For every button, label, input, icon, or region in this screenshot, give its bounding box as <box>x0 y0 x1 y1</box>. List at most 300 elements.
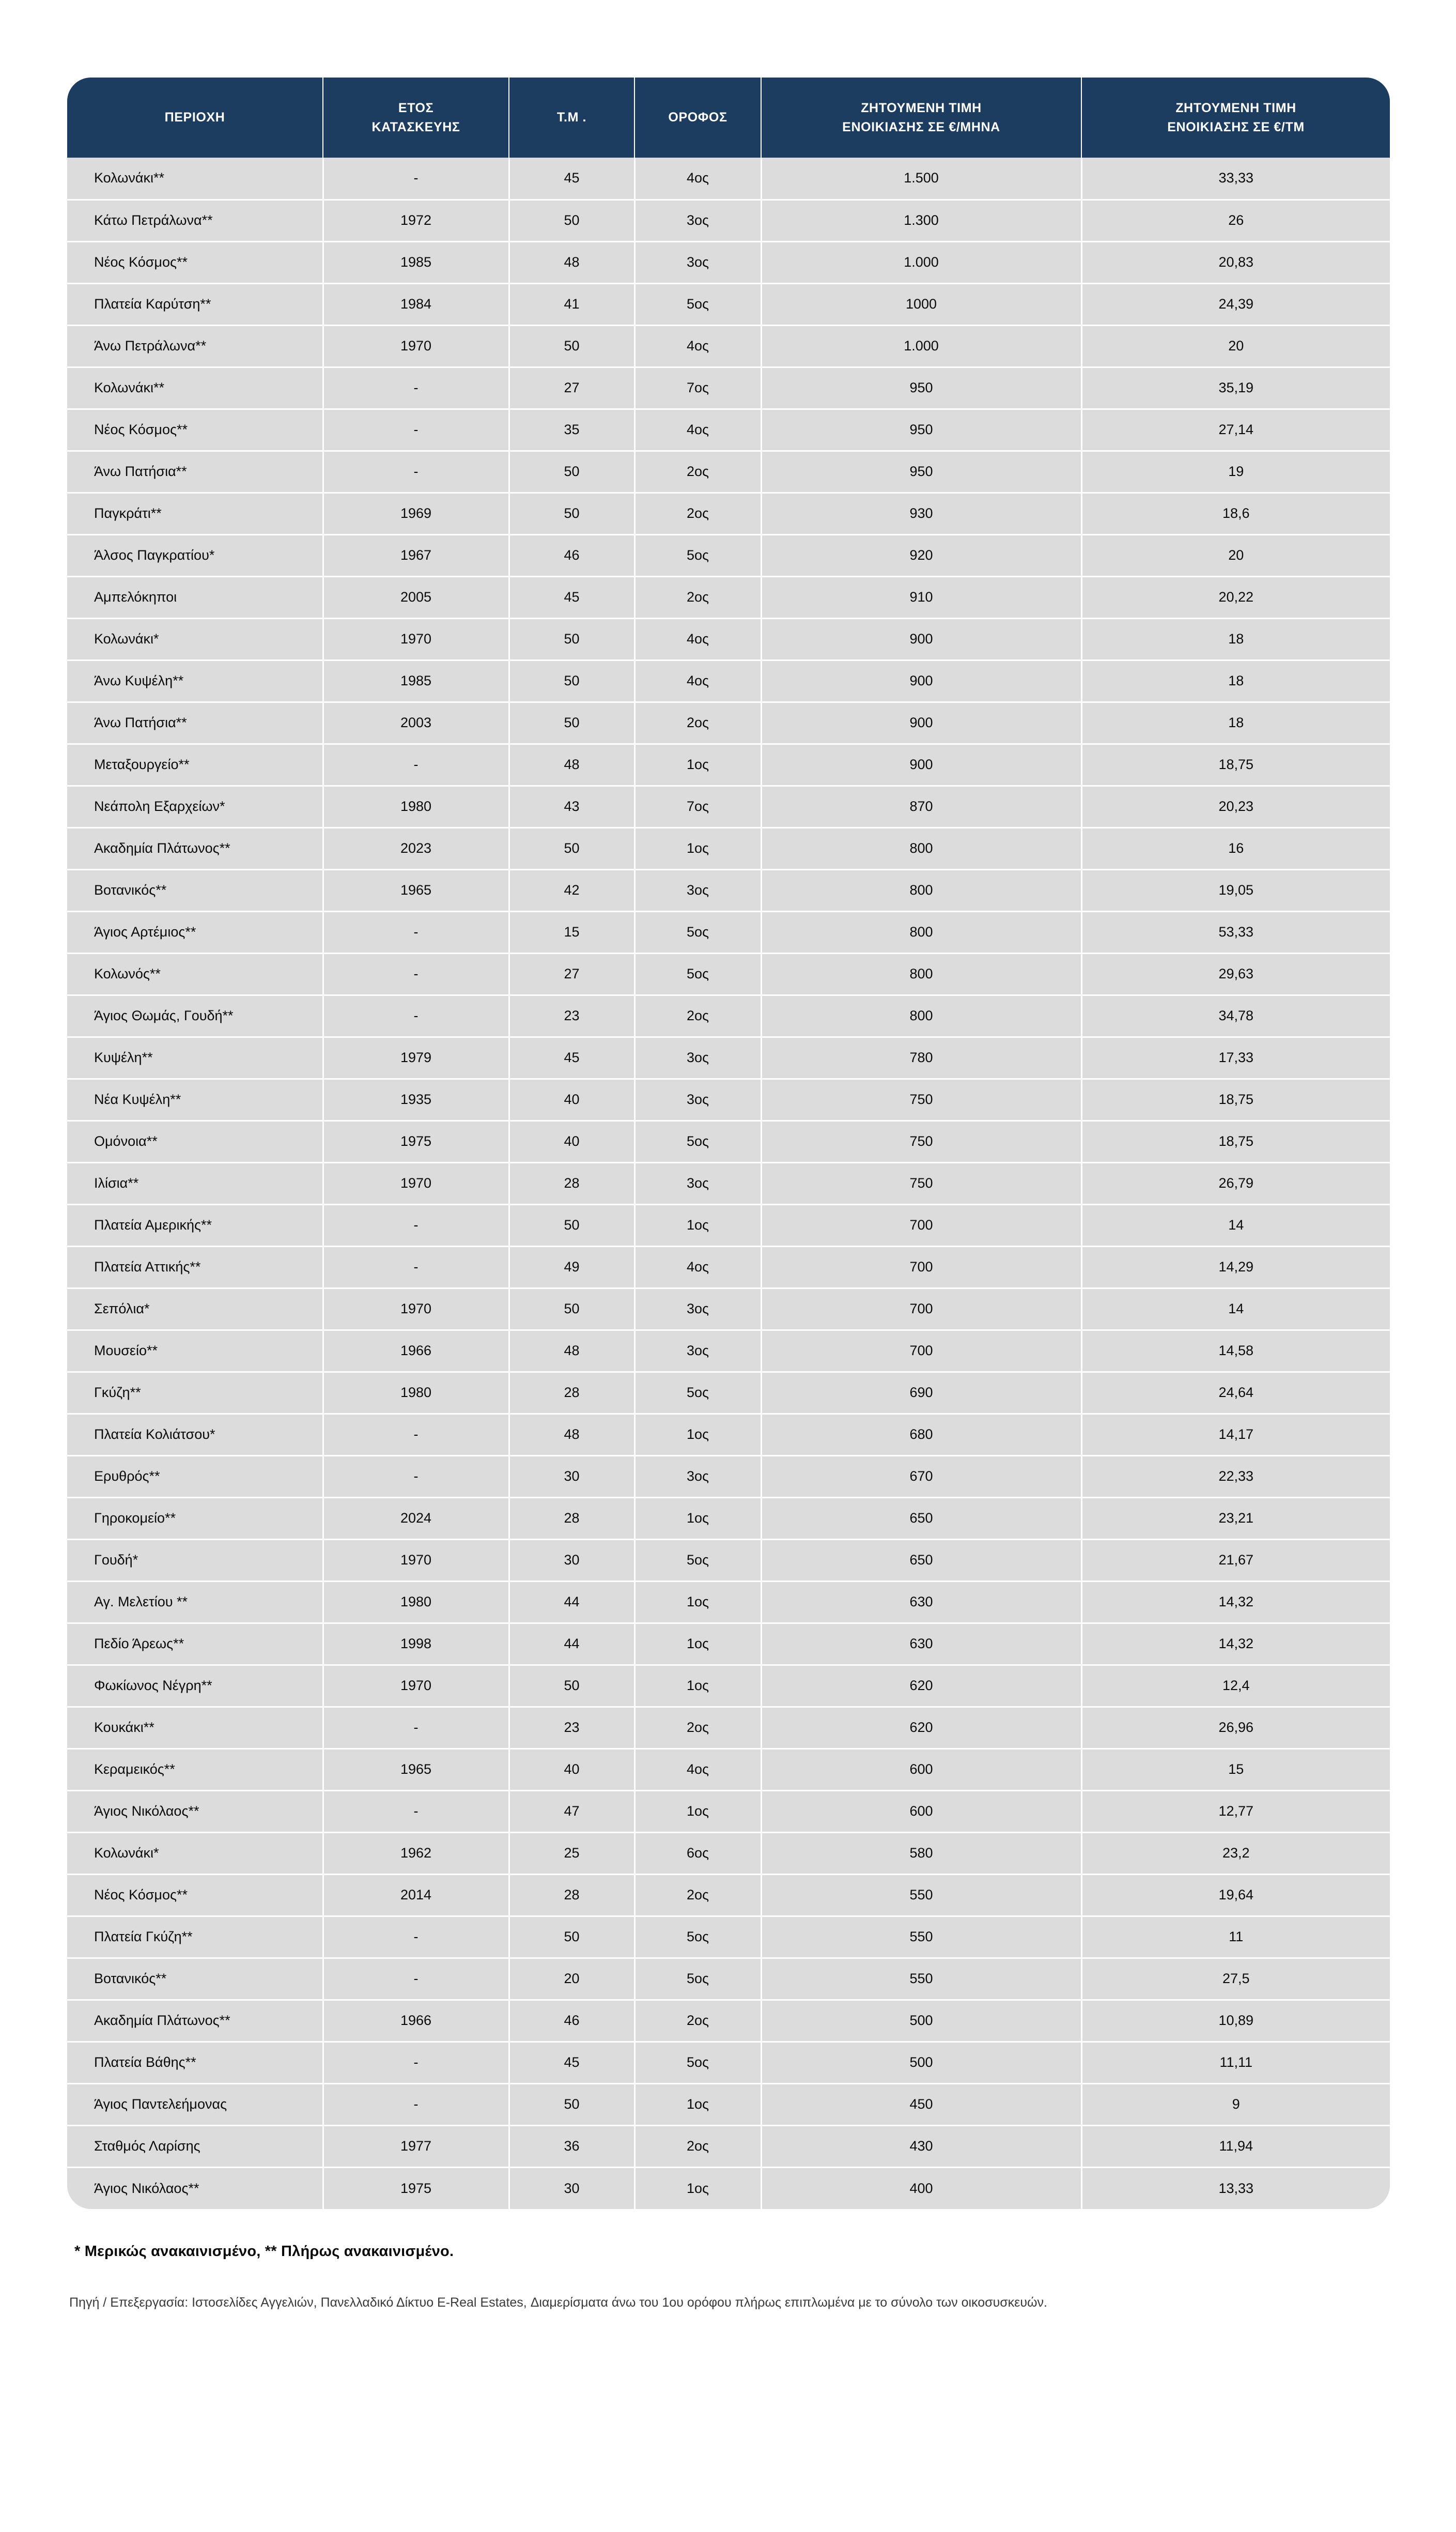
cell-area: Κολωνός** <box>67 953 323 995</box>
cell-area: Γκύζη** <box>67 1372 323 1414</box>
cell-month: 1000 <box>761 283 1081 325</box>
cell-sqm: 50 <box>509 2083 634 2125</box>
cell-sqm: 30 <box>509 1539 634 1581</box>
cell-floor: 4ος <box>634 660 761 702</box>
cell-area: Πλατεία Κολιάτσου* <box>67 1414 323 1455</box>
column-header-line: ΕΤΟΣ <box>398 101 434 116</box>
cell-floor: 2ος <box>634 1707 761 1748</box>
cell-sqm: 50 <box>509 451 634 493</box>
table-row[interactable] <box>67 2083 1390 2125</box>
cell-persqm: 26,96 <box>1081 1707 1390 1748</box>
cell-floor: 5ος <box>634 953 761 995</box>
table-row[interactable] <box>67 1079 1390 1121</box>
source-note: Πηγή / Επεξεργασία: Ιστοσελίδες Αγγελιών, Πανελλαδικό Δίκτυο E-Real Estates, Διαμερίσματα άνω του 1ου ορόφου πλήρως επιπλωμένα με το σύνολο των οικοσυσκευών. <box>69 2295 1047 2310</box>
cell-sqm: 36 <box>509 2125 634 2167</box>
column-header-month[interactable] <box>761 78 1081 158</box>
cell-year: 2014 <box>323 1874 509 1916</box>
cell-area: Άγιος Αρτέμιος** <box>67 911 323 953</box>
cell-month: 700 <box>761 1288 1081 1330</box>
table-row[interactable] <box>67 827 1390 869</box>
cell-year: 1962 <box>323 1832 509 1874</box>
cell-persqm: 29,63 <box>1081 953 1390 995</box>
cell-persqm: 53,33 <box>1081 911 1390 953</box>
table-row[interactable] <box>67 283 1390 325</box>
cell-persqm: 35,19 <box>1081 367 1390 409</box>
cell-month: 700 <box>761 1330 1081 1372</box>
table-row[interactable] <box>67 1414 1390 1455</box>
cell-floor: 2ος <box>634 995 761 1037</box>
table-row[interactable] <box>67 744 1390 786</box>
cell-floor: 4ος <box>634 618 761 660</box>
cell-month: 750 <box>761 1162 1081 1204</box>
column-header-floor[interactable] <box>634 78 761 158</box>
table-row[interactable] <box>67 1958 1390 2000</box>
cell-year: - <box>323 367 509 409</box>
table-body <box>67 158 1390 2209</box>
cell-floor: 1ος <box>634 1204 761 1246</box>
cell-month: 600 <box>761 1748 1081 1790</box>
cell-year: - <box>323 953 509 995</box>
table-row[interactable] <box>67 995 1390 1037</box>
cell-area: Νεάπολη Εξαρχείων* <box>67 786 323 827</box>
cell-persqm: 19 <box>1081 451 1390 493</box>
table-row[interactable] <box>67 1121 1390 1162</box>
cell-floor: 2ος <box>634 702 761 744</box>
cell-sqm: 49 <box>509 1246 634 1288</box>
cell-floor: 1ος <box>634 827 761 869</box>
cell-sqm: 48 <box>509 1414 634 1455</box>
table-row[interactable] <box>67 1665 1390 1707</box>
cell-sqm: 44 <box>509 1581 634 1623</box>
cell-floor: 3ος <box>634 1079 761 1121</box>
cell-area: Άγιος Θωμάς, Γουδή** <box>67 995 323 1037</box>
cell-persqm: 12,77 <box>1081 1790 1390 1832</box>
cell-floor: 4ος <box>634 325 761 367</box>
table-row[interactable] <box>67 2000 1390 2042</box>
cell-year: - <box>323 2042 509 2083</box>
cell-floor: 3ος <box>634 869 761 911</box>
cell-sqm: 50 <box>509 827 634 869</box>
cell-floor: 2ος <box>634 2125 761 2167</box>
cell-sqm: 45 <box>509 2042 634 2083</box>
cell-month: 630 <box>761 1623 1081 1665</box>
cell-area: Αγ. Μελετίου ** <box>67 1581 323 1623</box>
cell-persqm: 14 <box>1081 1288 1390 1330</box>
cell-persqm: 13,33 <box>1081 2167 1390 2209</box>
cell-area: Ακαδημία Πλάτωνος** <box>67 827 323 869</box>
cell-persqm: 20,83 <box>1081 241 1390 283</box>
cell-area: Άγιος Νικόλαος** <box>67 1790 323 1832</box>
cell-area: Σεπόλια* <box>67 1288 323 1330</box>
cell-persqm: 12,4 <box>1081 1665 1390 1707</box>
column-header-line: ΠΕΡΙΟΧΗ <box>164 110 225 125</box>
cell-floor: 2ος <box>634 451 761 493</box>
table-row[interactable] <box>67 325 1390 367</box>
cell-area: Αμπελόκηποι <box>67 576 323 618</box>
cell-month: 900 <box>761 618 1081 660</box>
cell-month: 910 <box>761 576 1081 618</box>
cell-year: 1965 <box>323 1748 509 1790</box>
cell-floor: 4ος <box>634 1748 761 1790</box>
cell-sqm: 40 <box>509 1748 634 1790</box>
cell-sqm: 50 <box>509 702 634 744</box>
cell-persqm: 33,33 <box>1081 158 1390 200</box>
cell-sqm: 45 <box>509 158 634 200</box>
cell-sqm: 44 <box>509 1623 634 1665</box>
rent-table-container <box>67 78 1390 2209</box>
cell-year: 1998 <box>323 1623 509 1665</box>
column-header-line: ΖΗΤΟΥΜΕΝΗ ΤΙΜΗ <box>861 101 982 116</box>
cell-month: 900 <box>761 660 1081 702</box>
cell-floor: 3ος <box>634 1330 761 1372</box>
column-header-area[interactable] <box>67 78 323 158</box>
table-row[interactable] <box>67 2125 1390 2167</box>
cell-sqm: 28 <box>509 1874 634 1916</box>
cell-floor: 1ος <box>634 1790 761 1832</box>
cell-area: Άνω Πατήσια** <box>67 451 323 493</box>
cell-month: 650 <box>761 1497 1081 1539</box>
table-row[interactable] <box>67 1832 1390 1874</box>
cell-persqm: 14 <box>1081 1204 1390 1246</box>
cell-floor: 4ος <box>634 158 761 200</box>
table-row[interactable] <box>67 1790 1390 1832</box>
table-row[interactable] <box>67 1455 1390 1497</box>
cell-area: Γουδή* <box>67 1539 323 1581</box>
cell-month: 900 <box>761 702 1081 744</box>
cell-persqm: 18,6 <box>1081 493 1390 534</box>
table-row[interactable] <box>67 660 1390 702</box>
cell-sqm: 28 <box>509 1372 634 1414</box>
cell-persqm: 19,05 <box>1081 869 1390 911</box>
cell-floor: 1ος <box>634 1497 761 1539</box>
cell-year: - <box>323 2083 509 2125</box>
table-row[interactable] <box>67 1372 1390 1414</box>
cell-area: Πλατεία Καρύτση** <box>67 283 323 325</box>
cell-sqm: 50 <box>509 200 634 241</box>
table-row[interactable] <box>67 451 1390 493</box>
cell-month: 1.500 <box>761 158 1081 200</box>
table-row[interactable] <box>67 1916 1390 1958</box>
cell-persqm: 11,94 <box>1081 2125 1390 2167</box>
cell-month: 1.000 <box>761 241 1081 283</box>
cell-floor: 3ος <box>634 1288 761 1330</box>
column-header-sqm[interactable] <box>509 78 634 158</box>
cell-persqm: 24,39 <box>1081 283 1390 325</box>
table-row[interactable] <box>67 1748 1390 1790</box>
column-header-line: ΕΝΟΙΚΙΑΣΗΣ ΣΕ €/ΤΜ <box>1167 119 1305 134</box>
cell-month: 550 <box>761 1958 1081 2000</box>
cell-area: Πλατεία Γκύζη** <box>67 1916 323 1958</box>
cell-area: Κολωνάκι* <box>67 618 323 660</box>
cell-sqm: 23 <box>509 1707 634 1748</box>
cell-sqm: 20 <box>509 1958 634 2000</box>
cell-persqm: 21,67 <box>1081 1539 1390 1581</box>
cell-sqm: 45 <box>509 1037 634 1079</box>
table-row[interactable] <box>67 953 1390 995</box>
cell-sqm: 42 <box>509 869 634 911</box>
cell-year: 1935 <box>323 1079 509 1121</box>
table-row[interactable] <box>67 869 1390 911</box>
cell-month: 550 <box>761 1916 1081 1958</box>
cell-floor: 4ος <box>634 409 761 451</box>
table-row[interactable] <box>67 493 1390 534</box>
cell-sqm: 41 <box>509 283 634 325</box>
cell-year: 1977 <box>323 2125 509 2167</box>
cell-year: - <box>323 1455 509 1497</box>
cell-persqm: 18,75 <box>1081 1121 1390 1162</box>
cell-floor: 3ος <box>634 200 761 241</box>
cell-floor: 1ος <box>634 2083 761 2125</box>
cell-year: - <box>323 451 509 493</box>
cell-month: 700 <box>761 1246 1081 1288</box>
cell-month: 800 <box>761 995 1081 1037</box>
cell-persqm: 34,78 <box>1081 995 1390 1037</box>
cell-persqm: 14,58 <box>1081 1330 1390 1372</box>
cell-floor: 6ος <box>634 1832 761 1874</box>
cell-floor: 2ος <box>634 576 761 618</box>
cell-month: 430 <box>761 2125 1081 2167</box>
cell-month: 950 <box>761 409 1081 451</box>
cell-month: 950 <box>761 367 1081 409</box>
cell-persqm: 11,11 <box>1081 2042 1390 2083</box>
table-row[interactable] <box>67 1288 1390 1330</box>
cell-month: 690 <box>761 1372 1081 1414</box>
cell-year: 1980 <box>323 786 509 827</box>
column-header-line: ΕΝΟΙΚΙΑΣΗΣ ΣΕ €/ΜΗΝΑ <box>842 119 1000 134</box>
cell-area: Κεραμεικός** <box>67 1748 323 1790</box>
cell-floor: 2ος <box>634 493 761 534</box>
cell-area: Κολωνάκι** <box>67 158 323 200</box>
cell-floor: 5ος <box>634 534 761 576</box>
cell-year: - <box>323 1414 509 1455</box>
cell-year: 1966 <box>323 1330 509 1372</box>
cell-sqm: 48 <box>509 744 634 786</box>
cell-area: Βοτανικός** <box>67 1958 323 2000</box>
table-row[interactable] <box>67 576 1390 618</box>
cell-floor: 2ος <box>634 1874 761 1916</box>
cell-year: 1985 <box>323 241 509 283</box>
cell-floor: 3ος <box>634 1455 761 1497</box>
cell-year: 1970 <box>323 1162 509 1204</box>
table-row[interactable] <box>67 534 1390 576</box>
cell-sqm: 47 <box>509 1790 634 1832</box>
cell-year: 2023 <box>323 827 509 869</box>
cell-floor: 5ος <box>634 1916 761 1958</box>
cell-month: 750 <box>761 1079 1081 1121</box>
cell-year: 1966 <box>323 2000 509 2042</box>
column-header-line: ΚΑΤΑΣΚΕΥΗΣ <box>371 119 460 134</box>
cell-sqm: 28 <box>509 1497 634 1539</box>
cell-floor: 1ος <box>634 2167 761 2209</box>
cell-sqm: 46 <box>509 2000 634 2042</box>
cell-sqm: 30 <box>509 2167 634 2209</box>
cell-year: 1970 <box>323 1539 509 1581</box>
cell-area: Κουκάκι** <box>67 1707 323 1748</box>
cell-persqm: 26 <box>1081 200 1390 241</box>
table-row[interactable] <box>67 618 1390 660</box>
cell-year: 1980 <box>323 1581 509 1623</box>
cell-area: Νέος Κόσμος** <box>67 241 323 283</box>
cell-sqm: 30 <box>509 1455 634 1497</box>
cell-month: 650 <box>761 1539 1081 1581</box>
cell-month: 450 <box>761 2083 1081 2125</box>
table-row[interactable] <box>67 158 1390 200</box>
cell-area: Πεδίο Άρεως** <box>67 1623 323 1665</box>
cell-month: 630 <box>761 1581 1081 1623</box>
table-row[interactable] <box>67 241 1390 283</box>
cell-year: - <box>323 1246 509 1288</box>
cell-floor: 3ος <box>634 241 761 283</box>
column-header-year[interactable] <box>323 78 509 158</box>
cell-persqm: 14,32 <box>1081 1623 1390 1665</box>
cell-area: Σταθμός Λαρίσης <box>67 2125 323 2167</box>
cell-sqm: 27 <box>509 953 634 995</box>
table-row[interactable] <box>67 1707 1390 1748</box>
table-row[interactable] <box>67 2042 1390 2083</box>
cell-floor: 1ος <box>634 1581 761 1623</box>
table-row[interactable] <box>67 1874 1390 1916</box>
cell-year: 1965 <box>323 869 509 911</box>
cell-sqm: 50 <box>509 1665 634 1707</box>
cell-month: 580 <box>761 1832 1081 1874</box>
cell-month: 1.000 <box>761 325 1081 367</box>
cell-floor: 5ος <box>634 1372 761 1414</box>
table-row[interactable] <box>67 702 1390 744</box>
table-row[interactable] <box>67 1539 1390 1581</box>
table-row[interactable] <box>67 1037 1390 1079</box>
cell-persqm: 19,64 <box>1081 1874 1390 1916</box>
cell-area: Άλσος Παγκρατίου* <box>67 534 323 576</box>
table-row[interactable] <box>67 1623 1390 1665</box>
cell-persqm: 14,17 <box>1081 1414 1390 1455</box>
cell-year: - <box>323 911 509 953</box>
cell-sqm: 25 <box>509 1832 634 1874</box>
cell-area: Άγιος Παντελεήμονας <box>67 2083 323 2125</box>
cell-sqm: 48 <box>509 1330 634 1372</box>
column-header-persqm[interactable] <box>1081 78 1390 158</box>
cell-year: - <box>323 1707 509 1748</box>
table-row[interactable] <box>67 2167 1390 2209</box>
cell-month: 930 <box>761 493 1081 534</box>
table-row[interactable] <box>67 1581 1390 1623</box>
cell-year: 1975 <box>323 1121 509 1162</box>
cell-year: 1985 <box>323 660 509 702</box>
cell-sqm: 50 <box>509 1204 634 1246</box>
cell-sqm: 40 <box>509 1079 634 1121</box>
cell-floor: 3ος <box>634 1162 761 1204</box>
cell-year: 1967 <box>323 534 509 576</box>
cell-area: Ομόνοια** <box>67 1121 323 1162</box>
table-row[interactable] <box>67 1204 1390 1246</box>
cell-persqm: 18,75 <box>1081 1079 1390 1121</box>
cell-month: 620 <box>761 1707 1081 1748</box>
cell-sqm: 50 <box>509 618 634 660</box>
cell-area: Άγιος Νικόλαος** <box>67 2167 323 2209</box>
cell-floor: 5ος <box>634 1121 761 1162</box>
cell-floor: 1ος <box>634 1414 761 1455</box>
cell-year: - <box>323 1790 509 1832</box>
cell-year: - <box>323 1916 509 1958</box>
cell-floor: 5ος <box>634 1539 761 1581</box>
cell-area: Γηροκομείο** <box>67 1497 323 1539</box>
table-row[interactable] <box>67 911 1390 953</box>
cell-month: 620 <box>761 1665 1081 1707</box>
cell-month: 550 <box>761 1874 1081 1916</box>
table-row[interactable] <box>67 1162 1390 1204</box>
cell-persqm: 27,14 <box>1081 409 1390 451</box>
cell-month: 800 <box>761 869 1081 911</box>
cell-month: 920 <box>761 534 1081 576</box>
cell-area: Πλατεία Αττικής** <box>67 1246 323 1288</box>
cell-area: Κολωνάκι* <box>67 1832 323 1874</box>
cell-year: 2005 <box>323 576 509 618</box>
table-header-row <box>67 78 1390 158</box>
cell-area: Άνω Πετράλωνα** <box>67 325 323 367</box>
cell-area: Φωκίωνος Νέγρη** <box>67 1665 323 1707</box>
legend-note: * Μερικώς ανακαινισμένο, ** Πλήρως ανακαινισμένο. <box>74 2243 454 2260</box>
table-row[interactable] <box>67 367 1390 409</box>
cell-area: Νέα Κυψέλη** <box>67 1079 323 1121</box>
cell-floor: 5ος <box>634 1958 761 2000</box>
cell-persqm: 24,64 <box>1081 1372 1390 1414</box>
cell-persqm: 23,21 <box>1081 1497 1390 1539</box>
cell-area: Νέος Κόσμος** <box>67 409 323 451</box>
cell-month: 900 <box>761 744 1081 786</box>
cell-sqm: 43 <box>509 786 634 827</box>
cell-year: 1980 <box>323 1372 509 1414</box>
cell-area: Ιλίσια** <box>67 1162 323 1204</box>
table-row[interactable] <box>67 409 1390 451</box>
cell-area: Κυψέλη** <box>67 1037 323 1079</box>
cell-year: 2024 <box>323 1497 509 1539</box>
cell-sqm: 27 <box>509 367 634 409</box>
table-row[interactable] <box>67 1497 1390 1539</box>
cell-sqm: 50 <box>509 325 634 367</box>
table-row[interactable] <box>67 1330 1390 1372</box>
cell-year: 1970 <box>323 1288 509 1330</box>
cell-year: 2003 <box>323 702 509 744</box>
cell-year: - <box>323 158 509 200</box>
cell-persqm: 20,23 <box>1081 786 1390 827</box>
cell-floor: 4ος <box>634 1246 761 1288</box>
cell-sqm: 15 <box>509 911 634 953</box>
cell-month: 800 <box>761 827 1081 869</box>
cell-year: 1979 <box>323 1037 509 1079</box>
cell-area: Πλατεία Αμερικής** <box>67 1204 323 1246</box>
cell-persqm: 23,2 <box>1081 1832 1390 1874</box>
cell-floor: 5ος <box>634 2042 761 2083</box>
cell-persqm: 20 <box>1081 534 1390 576</box>
cell-month: 680 <box>761 1414 1081 1455</box>
cell-floor: 5ος <box>634 283 761 325</box>
cell-month: 670 <box>761 1455 1081 1497</box>
cell-sqm: 50 <box>509 660 634 702</box>
cell-sqm: 28 <box>509 1162 634 1204</box>
cell-persqm: 11 <box>1081 1916 1390 1958</box>
table-row[interactable] <box>67 200 1390 241</box>
cell-persqm: 18 <box>1081 702 1390 744</box>
cell-sqm: 23 <box>509 995 634 1037</box>
table-row[interactable] <box>67 786 1390 827</box>
cell-persqm: 14,32 <box>1081 1581 1390 1623</box>
cell-month: 1.300 <box>761 200 1081 241</box>
cell-persqm: 22,33 <box>1081 1455 1390 1497</box>
cell-floor: 1ος <box>634 1623 761 1665</box>
column-header-line: ΟΡΟΦΟΣ <box>668 110 727 125</box>
table-row[interactable] <box>67 1246 1390 1288</box>
cell-persqm: 10,89 <box>1081 2000 1390 2042</box>
cell-sqm: 40 <box>509 1121 634 1162</box>
